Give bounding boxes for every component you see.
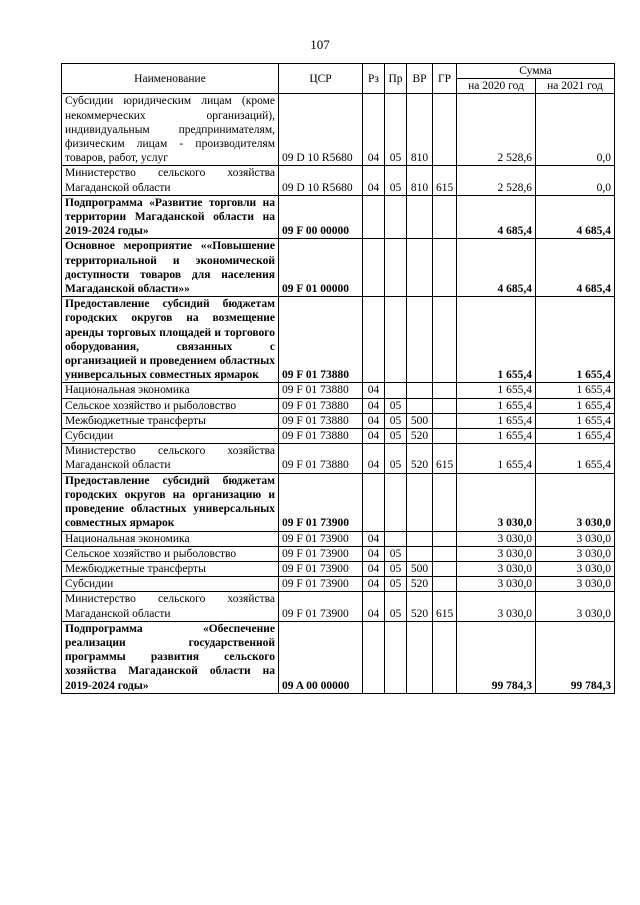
table-row	[62, 94, 615, 166]
cell-gr	[433, 94, 457, 166]
cell-amount-2020: 2 528,6	[457, 94, 536, 166]
cell-amount-2021: 3 030,0	[536, 561, 615, 576]
cell-amount-2021: 4 685,4	[536, 195, 615, 239]
cell-gr	[433, 577, 457, 592]
cell-vr: 500	[407, 413, 433, 428]
cell-name: Субсидии юридическим лицам (кроме некоммерческих организаций), индивидуальным предпринимателям, физическим лицам - производителям товаров, работ, услуг	[62, 94, 279, 166]
header-gr: ГР	[433, 64, 457, 94]
cell-amount-2021: 3 030,0	[536, 473, 615, 531]
cell-gr	[433, 621, 457, 693]
cell-csr: 09 F 01 73900	[279, 561, 363, 576]
cell-rz	[363, 621, 385, 693]
header-pr: Пр	[385, 64, 407, 94]
cell-gr: 615	[433, 166, 457, 195]
cell-pr: 05	[385, 546, 407, 561]
cell-csr: 09 F 01 73900	[279, 546, 363, 561]
cell-amount-2021: 0,0	[536, 94, 615, 166]
budget-table	[61, 63, 615, 694]
table-body	[62, 94, 615, 693]
table-row	[62, 561, 615, 576]
cell-pr	[385, 239, 407, 297]
cell-rz	[363, 239, 385, 297]
cell-pr: 05	[385, 561, 407, 576]
cell-csr: 09 F 01 73880	[279, 383, 363, 398]
cell-amount-2021: 1 655,4	[536, 398, 615, 413]
cell-vr	[407, 195, 433, 239]
cell-csr: 09 D 10 R5680	[279, 94, 363, 166]
cell-pr	[385, 383, 407, 398]
cell-name: Национальная экономика	[62, 383, 279, 398]
header-year-2020: на 2020 год	[457, 79, 536, 94]
cell-amount-2020: 1 655,4	[457, 444, 536, 473]
cell-csr: 09 F 00 00000	[279, 195, 363, 239]
cell-amount-2021: 99 784,3	[536, 621, 615, 693]
cell-pr	[385, 297, 407, 383]
cell-rz: 04	[363, 413, 385, 428]
cell-amount-2020: 3 030,0	[457, 561, 536, 576]
cell-pr: 05	[385, 444, 407, 473]
header-vr: ВР	[407, 64, 433, 94]
cell-name: Министерство сельского хозяйства Магаданской области	[62, 166, 279, 195]
cell-vr	[407, 621, 433, 693]
table-row	[62, 429, 615, 444]
cell-amount-2020: 1 655,4	[457, 398, 536, 413]
cell-csr: 09 D 10 R5680	[279, 166, 363, 195]
cell-csr: 09 A 00 00000	[279, 621, 363, 693]
cell-amount-2021: 1 655,4	[536, 383, 615, 398]
cell-amount-2020: 1 655,4	[457, 429, 536, 444]
cell-gr	[433, 531, 457, 546]
header-csr: ЦСР	[279, 64, 363, 94]
cell-gr: 615	[433, 592, 457, 621]
cell-amount-2021: 0,0	[536, 166, 615, 195]
cell-gr	[433, 561, 457, 576]
cell-vr: 520	[407, 577, 433, 592]
cell-amount-2021: 1 655,4	[536, 429, 615, 444]
cell-pr: 05	[385, 592, 407, 621]
cell-pr: 05	[385, 398, 407, 413]
cell-amount-2020: 99 784,3	[457, 621, 536, 693]
cell-name: Межбюджетные трансферты	[62, 561, 279, 576]
cell-amount-2020: 4 685,4	[457, 239, 536, 297]
cell-gr	[433, 546, 457, 561]
cell-pr	[385, 621, 407, 693]
cell-vr: 520	[407, 592, 433, 621]
cell-rz: 04	[363, 398, 385, 413]
cell-rz: 04	[363, 592, 385, 621]
cell-amount-2020: 3 030,0	[457, 473, 536, 531]
cell-vr	[407, 297, 433, 383]
cell-name: Предоставление субсидий бюджетам городских округов на организацию и проведение областных универсальных совместных ярмарок	[62, 473, 279, 531]
page-number: 107	[310, 37, 330, 52]
cell-csr: 09 F 01 73880	[279, 429, 363, 444]
cell-gr	[433, 383, 457, 398]
cell-name: Субсидии	[62, 429, 279, 444]
cell-gr	[433, 195, 457, 239]
cell-pr: 05	[385, 166, 407, 195]
cell-rz: 04	[363, 166, 385, 195]
cell-rz	[363, 473, 385, 531]
cell-name: Сельское хозяйство и рыболовство	[62, 398, 279, 413]
cell-name: Министерство сельского хозяйства Магаданской области	[62, 592, 279, 621]
table-row	[62, 577, 615, 592]
cell-gr	[433, 429, 457, 444]
table-row	[62, 297, 615, 383]
cell-vr	[407, 546, 433, 561]
header-rz: Рз	[363, 64, 385, 94]
cell-csr: 09 F 01 73900	[279, 592, 363, 621]
cell-amount-2020: 1 655,4	[457, 383, 536, 398]
cell-csr: 09 F 01 73900	[279, 531, 363, 546]
table-row	[62, 546, 615, 561]
cell-amount-2020: 1 655,4	[457, 297, 536, 383]
cell-gr	[433, 473, 457, 531]
cell-rz: 04	[363, 383, 385, 398]
cell-vr: 520	[407, 444, 433, 473]
cell-csr: 09 F 01 73900	[279, 473, 363, 531]
cell-amount-2021: 1 655,4	[536, 444, 615, 473]
cell-name: Субсидии	[62, 577, 279, 592]
cell-gr	[433, 239, 457, 297]
cell-amount-2021: 1 655,4	[536, 297, 615, 383]
table-row	[62, 383, 615, 398]
cell-pr: 05	[385, 577, 407, 592]
cell-amount-2020: 2 528,6	[457, 166, 536, 195]
cell-name: Министерство сельского хозяйства Магаданской области	[62, 444, 279, 473]
table-row	[62, 413, 615, 428]
cell-csr: 09 F 01 73900	[279, 577, 363, 592]
cell-amount-2021: 3 030,0	[536, 592, 615, 621]
cell-name: Подпрограмма «Обеспечение реализации государственной программы развития сельского хозяйства Магаданской области на 2019-2024 годы»	[62, 621, 279, 693]
cell-name: Национальная экономика	[62, 531, 279, 546]
cell-name: Основное мероприятие ««Повышение территориальной и экономической доступности товаров для населения Магаданской области»»	[62, 239, 279, 297]
cell-gr	[433, 398, 457, 413]
cell-amount-2021: 4 685,4	[536, 239, 615, 297]
table-row	[62, 239, 615, 297]
cell-name: Предоставление субсидий бюджетам городских округов на возмещение аренды торговых площадей и торгового оборудования, связанных с организацией и проведением областных универсальных совместных ярмарок	[62, 297, 279, 383]
cell-vr: 810	[407, 166, 433, 195]
cell-gr	[433, 297, 457, 383]
cell-amount-2021: 3 030,0	[536, 577, 615, 592]
cell-rz: 04	[363, 546, 385, 561]
cell-amount-2020: 3 030,0	[457, 592, 536, 621]
cell-vr	[407, 239, 433, 297]
cell-rz	[363, 297, 385, 383]
cell-name: Подпрограмма «Развитие торговли на территории Магаданской области на 2019-2024 годы»	[62, 195, 279, 239]
cell-rz: 04	[363, 577, 385, 592]
cell-pr	[385, 473, 407, 531]
cell-gr	[433, 413, 457, 428]
cell-rz	[363, 195, 385, 239]
cell-amount-2021: 3 030,0	[536, 546, 615, 561]
header-year-2021: на 2021 год	[536, 79, 615, 94]
cell-csr: 09 F 01 73880	[279, 398, 363, 413]
cell-vr: 500	[407, 561, 433, 576]
table-row	[62, 592, 615, 621]
cell-pr: 05	[385, 429, 407, 444]
cell-name: Сельское хозяйство и рыболовство	[62, 546, 279, 561]
table-row	[62, 398, 615, 413]
cell-csr: 09 F 01 73880	[279, 444, 363, 473]
cell-vr	[407, 398, 433, 413]
cell-vr	[407, 383, 433, 398]
table-row	[62, 166, 615, 195]
cell-rz: 04	[363, 429, 385, 444]
cell-vr	[407, 473, 433, 531]
cell-rz: 04	[363, 531, 385, 546]
table-row	[62, 473, 615, 531]
cell-amount-2020: 3 030,0	[457, 531, 536, 546]
cell-gr: 615	[433, 444, 457, 473]
cell-pr: 05	[385, 94, 407, 166]
cell-amount-2020: 1 655,4	[457, 413, 536, 428]
cell-csr: 09 F 01 00000	[279, 239, 363, 297]
cell-vr	[407, 531, 433, 546]
cell-vr: 520	[407, 429, 433, 444]
cell-pr	[385, 195, 407, 239]
cell-amount-2020: 3 030,0	[457, 546, 536, 561]
table-row	[62, 531, 615, 546]
cell-amount-2021: 3 030,0	[536, 531, 615, 546]
cell-vr: 810	[407, 94, 433, 166]
table-row	[62, 621, 615, 693]
header-sum: Сумма	[457, 64, 615, 79]
cell-amount-2020: 3 030,0	[457, 577, 536, 592]
cell-pr	[385, 531, 407, 546]
cell-name: Межбюджетные трансферты	[62, 413, 279, 428]
cell-csr: 09 F 01 73880	[279, 297, 363, 383]
cell-pr: 05	[385, 413, 407, 428]
cell-rz: 04	[363, 94, 385, 166]
cell-rz: 04	[363, 561, 385, 576]
table-row	[62, 195, 615, 239]
cell-amount-2021: 1 655,4	[536, 413, 615, 428]
cell-csr: 09 F 01 73880	[279, 413, 363, 428]
table-row	[62, 444, 615, 473]
cell-rz: 04	[363, 444, 385, 473]
cell-amount-2020: 4 685,4	[457, 195, 536, 239]
header-name: Наименование	[62, 64, 279, 94]
